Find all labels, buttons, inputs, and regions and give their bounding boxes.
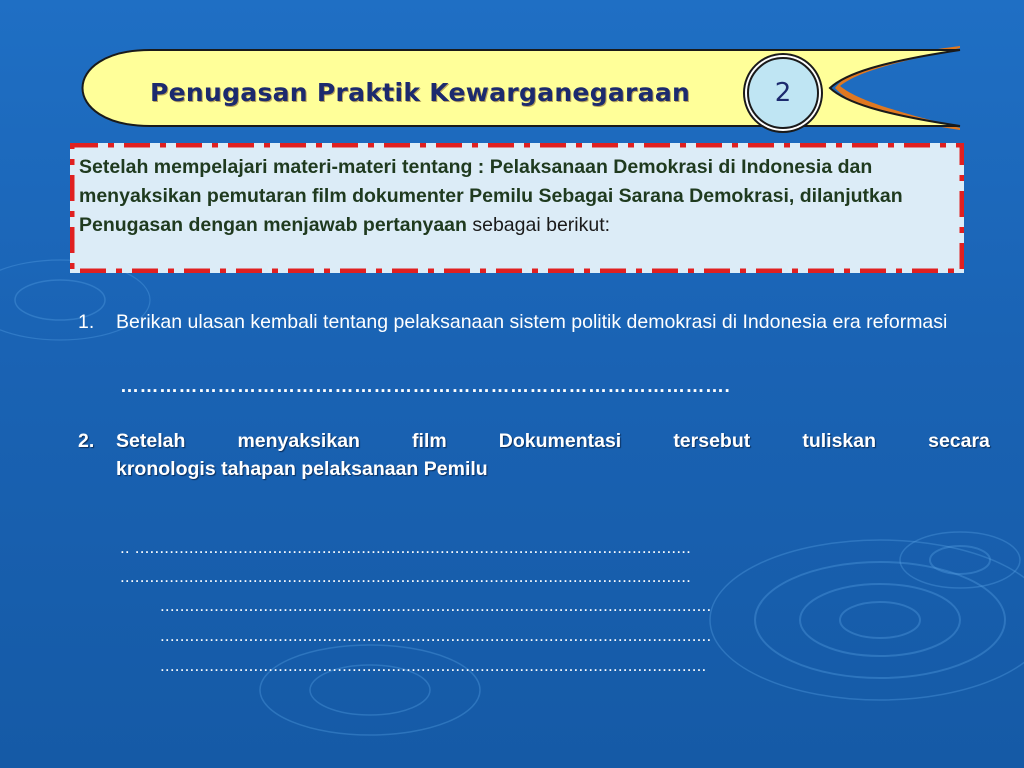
word: secara: [928, 430, 990, 452]
slide-number: 2: [774, 78, 792, 108]
intro-bold-text: Setelah mempelajari materi-materi tentang : Pelaksanaan Demokrasi di Indonesia dan menyaksikan pemutaran film dokumenter Pemilu Sebagai Sarana Demokrasi, dilanjutkan Penugasan dengan menjawab pertanyaan: [79, 156, 903, 236]
intro-box: [70, 143, 964, 273]
word: film: [412, 430, 447, 452]
question-number: 2.: [78, 430, 95, 452]
word: menyaksikan: [237, 430, 360, 452]
intro-normal-text: sebagai berikut:: [466, 214, 611, 236]
question-text: Berikan ulasan kembali tentang pelaksanaan sistem politik demokrasi di Indonesia era reformasi: [116, 311, 948, 333]
word: tuliskan: [802, 430, 877, 452]
answer-line: .. .................................................................................................................: [120, 538, 692, 557]
answer-line: ....................................................................................................................: [120, 567, 692, 586]
intro-text: [79, 153, 949, 240]
question-text: [116, 427, 990, 483]
question-number: 1.: [78, 311, 95, 333]
answer-line: ................................................................................................................: [160, 596, 712, 615]
question-line-1: [116, 427, 990, 455]
word: tersebut: [673, 430, 751, 452]
question-line-2: kronologis tahapan pelaksanaan Pemilu: [116, 458, 488, 480]
word: Setelah: [116, 430, 186, 452]
answer-line: ................................................................................................................: [160, 626, 712, 645]
word: Dokumentasi: [498, 430, 622, 452]
title-banner: [0, 0, 1024, 140]
answer-line: ………………………………………………………………………………….: [120, 376, 731, 397]
slide-title: Penugasan Praktik Kewarganegaraan: [150, 78, 691, 107]
slide-number-badge: [747, 57, 819, 129]
answer-line: ...............................................................................................................: [160, 656, 707, 675]
